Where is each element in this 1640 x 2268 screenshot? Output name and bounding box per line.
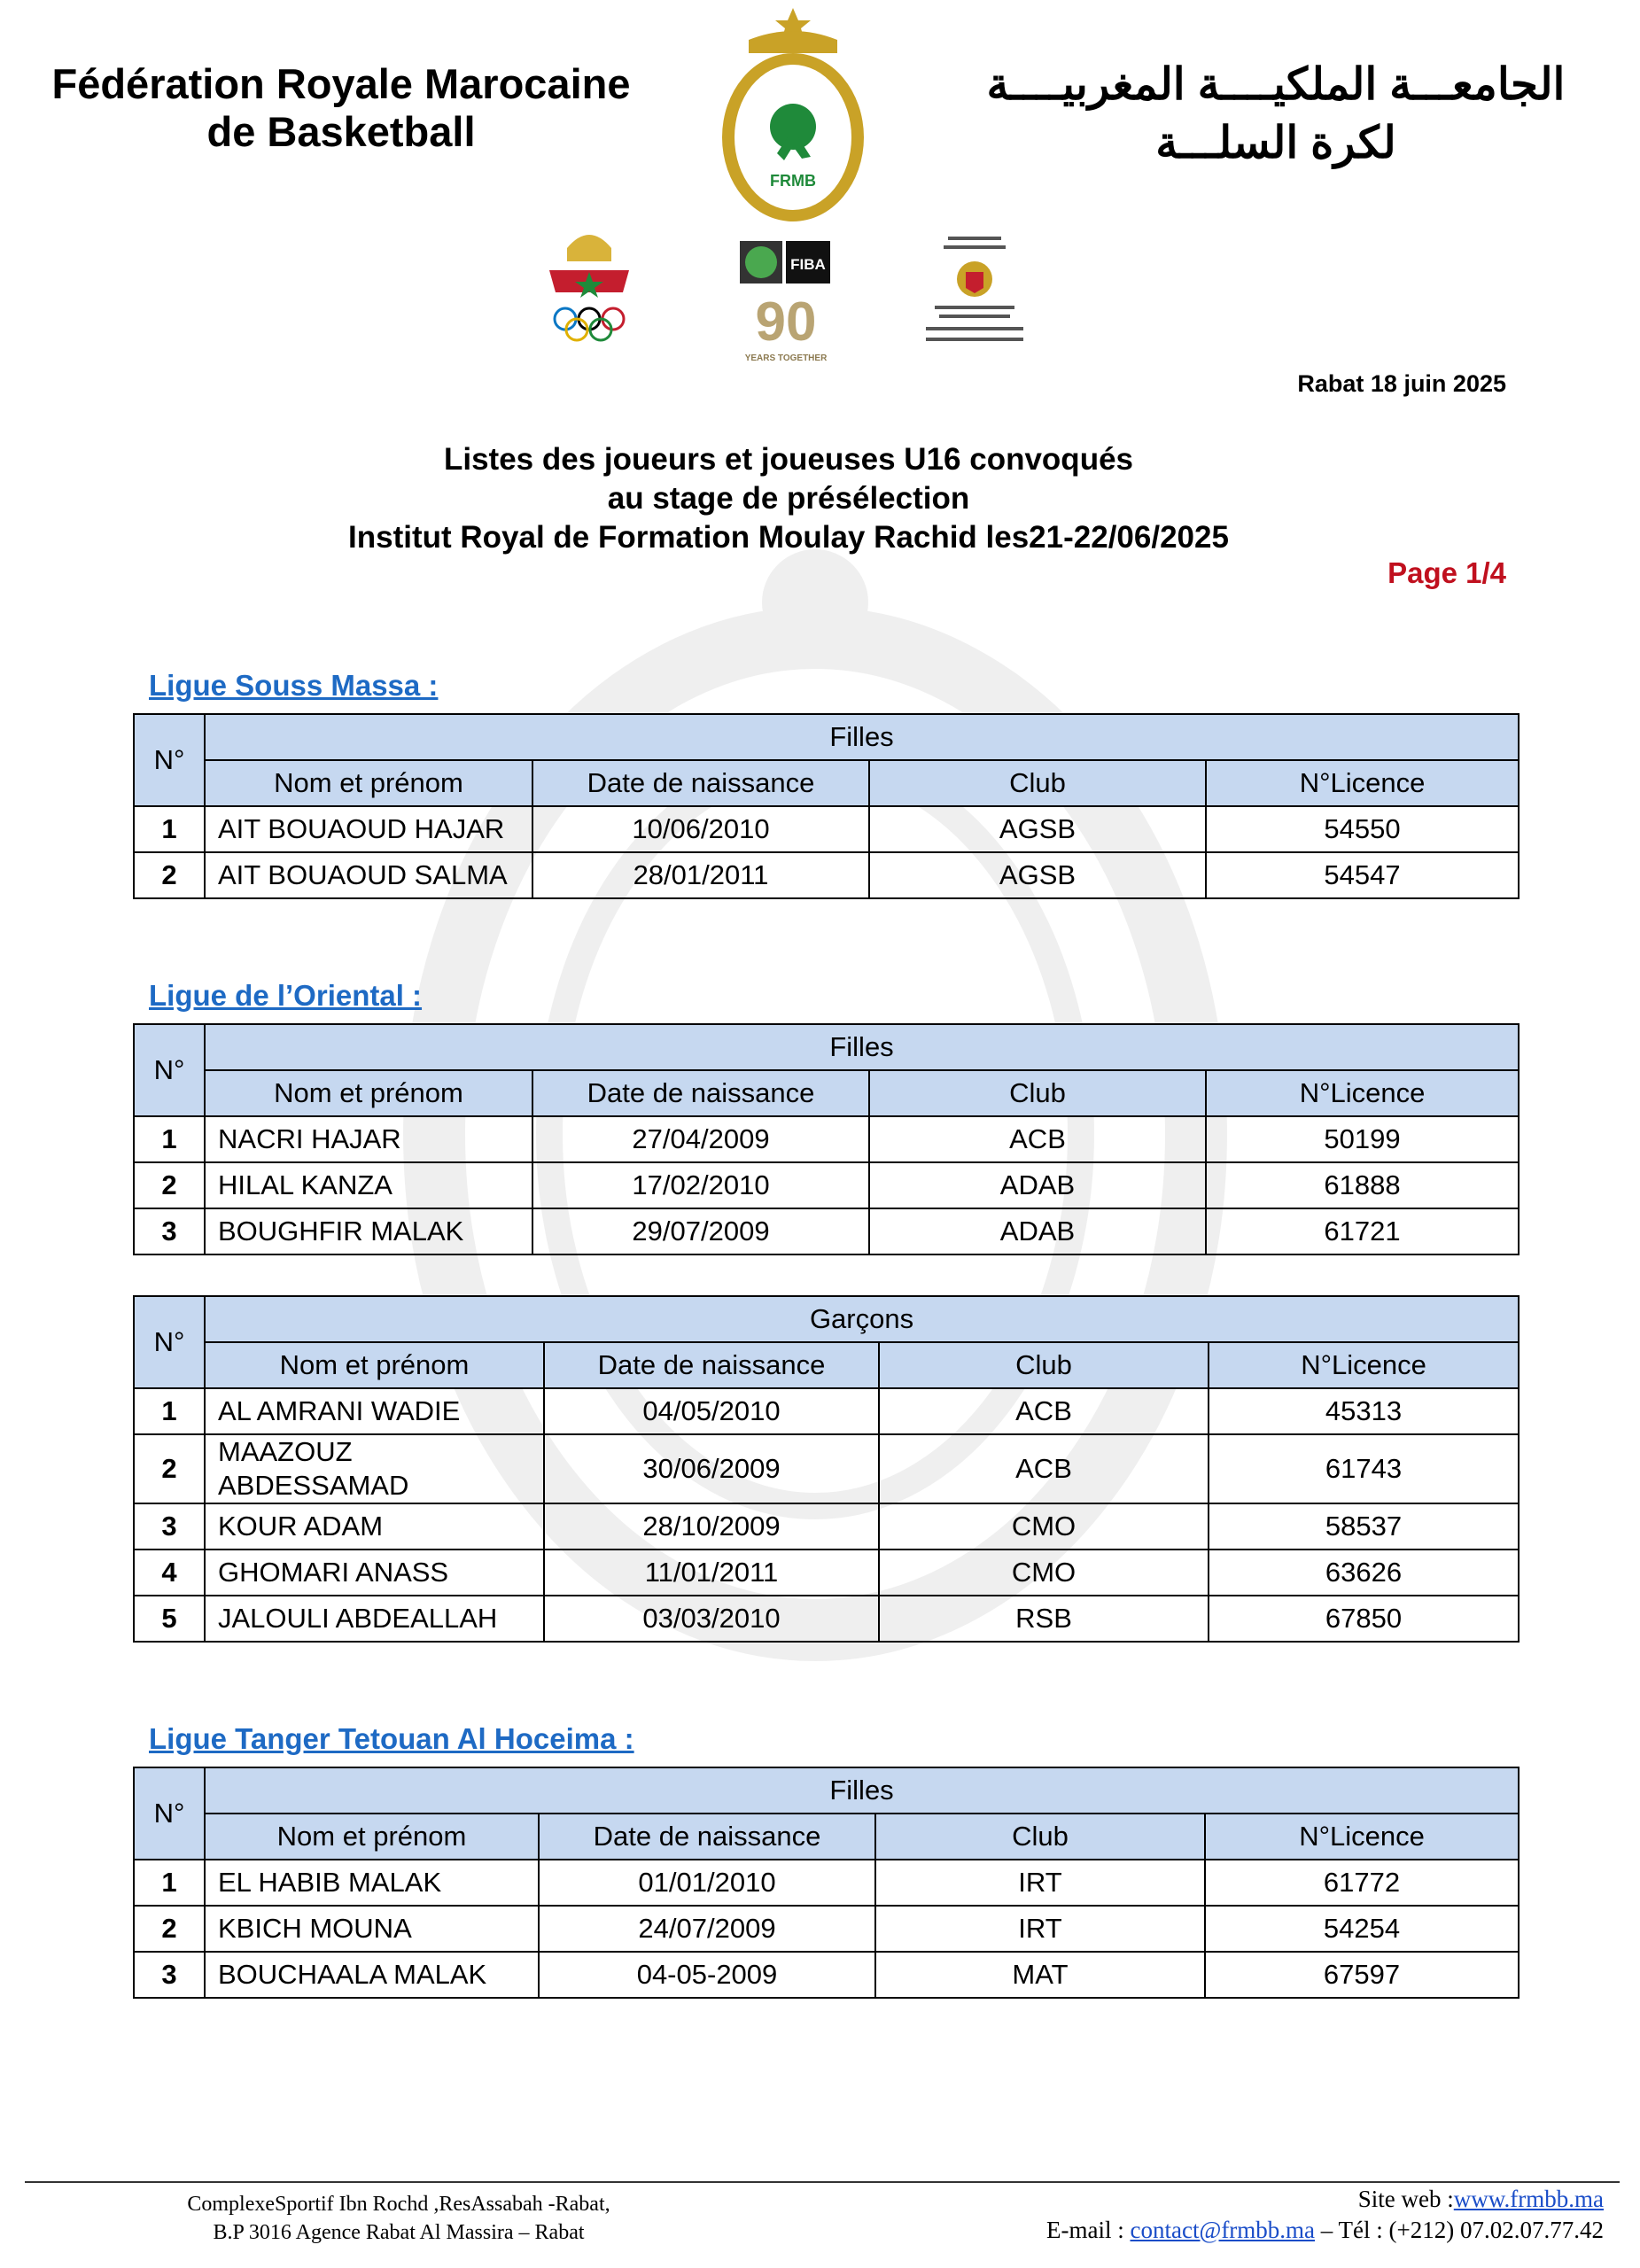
col-header-dob: Date de naissance xyxy=(532,1070,869,1116)
club: ACB xyxy=(879,1388,1209,1434)
roster-table-tanger-filles xyxy=(133,1767,1520,1999)
org-name-fr-line2: de Basketball xyxy=(206,108,476,155)
table-row xyxy=(134,1388,1519,1434)
col-header-dob: Date de naissance xyxy=(544,1342,879,1388)
table-row xyxy=(134,1906,1519,1952)
row-number: 3 xyxy=(134,1952,205,1998)
fiba-years: 90 xyxy=(755,291,817,353)
birth-date: 24/07/2009 xyxy=(539,1906,875,1952)
club: AGSB xyxy=(869,852,1206,898)
club: IRT xyxy=(875,1860,1205,1906)
row-number: 2 xyxy=(134,852,205,898)
col-header-name: Nom et prénom xyxy=(205,760,532,806)
club: ACB xyxy=(869,1116,1206,1162)
row-number: 2 xyxy=(134,1162,205,1208)
league-heading-tanger-tetouan: Ligue Tanger Tetouan Al Hoceima : xyxy=(149,1722,634,1755)
footer-divider xyxy=(25,2181,1620,2183)
player-name: BOUGHFIR MALAK xyxy=(205,1208,532,1254)
club: AGSB xyxy=(869,806,1206,852)
club: CMO xyxy=(879,1503,1209,1550)
player-name: BOUCHAALA MALAK xyxy=(205,1952,539,1998)
org-name-ar-line1: الجامعـــة الملكيــــة المغربيــــة xyxy=(986,59,1566,109)
category-header: Filles xyxy=(205,1767,1519,1814)
table-row xyxy=(134,1550,1519,1596)
player-name: MAAZOUZ ABDESSAMAD xyxy=(205,1434,544,1503)
licence-number: 61888 xyxy=(1206,1162,1519,1208)
org-name-fr-line1: Fédération Royale Marocaine xyxy=(51,60,631,107)
player-name: EL HABIB MALAK xyxy=(205,1860,539,1906)
title-line1: Listes des joueurs et joueuses U16 convoqués xyxy=(443,442,1134,477)
col-header-licence: N°Licence xyxy=(1206,1070,1519,1116)
birth-date: 28/01/2011 xyxy=(532,852,869,898)
licence-number: 61772 xyxy=(1205,1860,1519,1906)
player-name: KBICH MOUNA xyxy=(205,1906,539,1952)
table-row xyxy=(134,1860,1519,1906)
col-header-name: Nom et prénom xyxy=(205,1814,539,1860)
table-row xyxy=(134,1952,1519,1998)
col-header-licence: N°Licence xyxy=(1206,760,1519,806)
birth-date: 04/05/2010 xyxy=(544,1388,879,1434)
email-label: E-mail : xyxy=(1046,2217,1131,2243)
row-number: 1 xyxy=(134,1116,205,1162)
league-heading-souss-massa: Ligue Souss Massa : xyxy=(149,669,439,702)
club: RSB xyxy=(879,1596,1209,1642)
footer-contact xyxy=(930,2184,1604,2246)
table-row xyxy=(134,1162,1519,1208)
row-number: 5 xyxy=(134,1596,205,1642)
club: ADAB xyxy=(869,1208,1206,1254)
frmbb-logo xyxy=(713,4,873,226)
licence-number: 61721 xyxy=(1206,1208,1519,1254)
birth-date: 01/01/2010 xyxy=(539,1860,875,1906)
phone-text: – Tél : (+212) 07.02.07.77.42 xyxy=(1315,2217,1604,2243)
club: ACB xyxy=(879,1434,1209,1503)
club: CMO xyxy=(879,1550,1209,1596)
address-line2: B.P 3016 Agence Rabat Al Massira – Rabat xyxy=(213,2221,585,2244)
licence-number: 54254 xyxy=(1205,1906,1519,1952)
col-header-num: N° xyxy=(134,714,205,806)
col-header-dob: Date de naissance xyxy=(539,1814,875,1860)
birth-date: 28/10/2009 xyxy=(544,1503,879,1550)
col-header-name: Nom et prénom xyxy=(205,1070,532,1116)
table-row xyxy=(134,1434,1519,1503)
col-header-dob: Date de naissance xyxy=(532,760,869,806)
row-number: 1 xyxy=(134,1860,205,1906)
col-header-num: N° xyxy=(134,1767,205,1860)
birth-date: 04-05-2009 xyxy=(539,1952,875,1998)
licence-number: 61743 xyxy=(1209,1434,1519,1503)
org-name-ar xyxy=(970,55,1582,172)
table-row xyxy=(134,1116,1519,1162)
footer-address xyxy=(133,2190,665,2247)
club: MAT xyxy=(875,1952,1205,1998)
site-label: Site web : xyxy=(1357,2186,1454,2212)
licence-number: 45313 xyxy=(1209,1388,1519,1434)
col-header-num: N° xyxy=(134,1296,205,1388)
category-header: Garçons xyxy=(205,1296,1519,1342)
player-name: AIT BOUAOUD HAJAR xyxy=(205,806,532,852)
category-header: Filles xyxy=(205,1024,1519,1070)
fiba-label: FIBA xyxy=(790,256,826,273)
row-number: 1 xyxy=(134,806,205,852)
website-link[interactable]: www.frmbb.ma xyxy=(1453,2186,1604,2212)
org-name-ar-line2: لكرة السلـــة xyxy=(1155,118,1396,167)
birth-date: 10/06/2010 xyxy=(532,806,869,852)
roster-table-oriental-garcons xyxy=(133,1295,1520,1643)
licence-number: 58537 xyxy=(1209,1503,1519,1550)
birth-date: 11/01/2011 xyxy=(544,1550,879,1596)
club: IRT xyxy=(875,1906,1205,1952)
title-line3: Institut Royal de Formation Moulay Rachid les21-22/06/2025 xyxy=(348,520,1229,555)
birth-date: 30/06/2009 xyxy=(544,1434,879,1503)
licence-number: 50199 xyxy=(1206,1116,1519,1162)
row-number: 3 xyxy=(134,1208,205,1254)
player-name: GHOMARI ANASS xyxy=(205,1550,544,1596)
title-line2: au stage de présélection xyxy=(607,481,970,516)
row-number: 3 xyxy=(134,1503,205,1550)
col-header-club: Club xyxy=(869,760,1206,806)
col-header-club: Club xyxy=(879,1342,1209,1388)
email-link[interactable]: contact@frmbb.ma xyxy=(1130,2217,1316,2243)
fiba-tagline: YEARS TOGETHER xyxy=(744,353,828,363)
col-header-licence: N°Licence xyxy=(1205,1814,1519,1860)
table-row xyxy=(134,1208,1519,1254)
row-number: 1 xyxy=(134,1388,205,1434)
page-number: Page 1/4 xyxy=(1387,556,1506,589)
licence-number: 63626 xyxy=(1209,1550,1519,1596)
birth-date: 29/07/2009 xyxy=(532,1208,869,1254)
olympic-committee-logo xyxy=(536,221,642,354)
licence-number: 67597 xyxy=(1205,1952,1519,1998)
row-number: 2 xyxy=(134,1434,205,1503)
birth-date: 27/04/2009 xyxy=(532,1116,869,1162)
document-title xyxy=(266,440,1311,557)
col-header-num: N° xyxy=(134,1024,205,1116)
col-header-club: Club xyxy=(875,1814,1205,1860)
player-name: AL AMRANI WADIE xyxy=(205,1388,544,1434)
player-name: AIT BOUAOUD SALMA xyxy=(205,852,532,898)
birth-date: 17/02/2010 xyxy=(532,1162,869,1208)
roster-table-souss-massa-filles xyxy=(133,713,1520,899)
row-number: 2 xyxy=(134,1906,205,1952)
roster-table-oriental-filles xyxy=(133,1023,1520,1255)
player-name: JALOULI ABDEALLAH xyxy=(205,1596,544,1642)
logo-text: FRMB xyxy=(770,172,816,190)
ministry-logo xyxy=(913,235,1037,359)
licence-number: 67850 xyxy=(1209,1596,1519,1642)
col-header-name: Nom et prénom xyxy=(205,1342,544,1388)
col-header-licence: N°Licence xyxy=(1209,1342,1519,1388)
org-name-fr xyxy=(27,60,656,156)
address-line1: ComplexeSportif Ibn Rochd ,ResAssabah -Rabat, xyxy=(187,2193,610,2216)
table-row xyxy=(134,806,1519,852)
birth-date: 03/03/2010 xyxy=(544,1596,879,1642)
licence-number: 54550 xyxy=(1206,806,1519,852)
table-row xyxy=(134,1503,1519,1550)
row-number: 4 xyxy=(134,1550,205,1596)
col-header-club: Club xyxy=(869,1070,1206,1116)
fiba-90-logo xyxy=(740,241,833,365)
club: ADAB xyxy=(869,1162,1206,1208)
player-name: KOUR ADAM xyxy=(205,1503,544,1550)
player-name: NACRI HAJAR xyxy=(205,1116,532,1162)
licence-number: 54547 xyxy=(1206,852,1519,898)
document-date: Rabat 18 juin 2025 xyxy=(1297,370,1506,397)
league-heading-oriental: Ligue de l’Oriental : xyxy=(149,979,423,1012)
category-header: Filles xyxy=(205,714,1519,760)
table-row xyxy=(134,1596,1519,1642)
table-row xyxy=(134,852,1519,898)
player-name: HILAL KANZA xyxy=(205,1162,532,1208)
